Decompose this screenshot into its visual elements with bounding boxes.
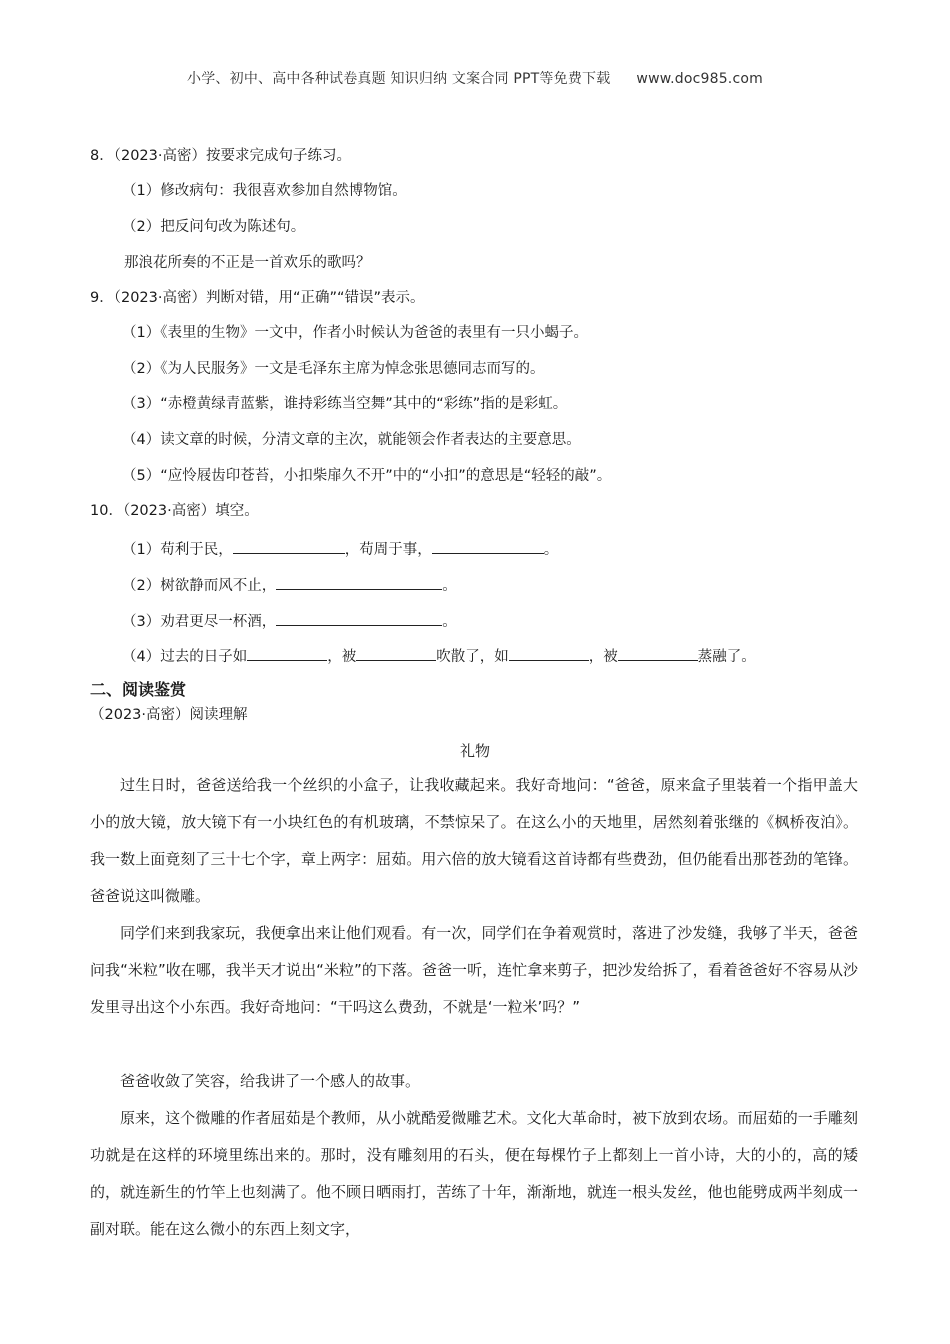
fill-blank[interactable]: [356, 644, 436, 661]
q10-item-1-prefix: （1）苟利于民，: [122, 542, 233, 558]
fill-blank[interactable]: [276, 609, 442, 626]
article-paragraph-3: 爸爸收敛了笑容，给我讲了一个感人的故事。: [120, 1072, 421, 1090]
q10-title: 10．（2023·高密）填空。: [90, 503, 259, 519]
section-title: 二、阅读鉴赏: [90, 680, 187, 699]
fill-blank[interactable]: [233, 537, 345, 554]
article-paragraph-1: 过生日时，爸爸送给我一个丝织的小盒子，让我收藏起来。我好奇地问：“爸爸，原来盒子里装着一个指甲盖大小的放大镜，放大镜下有一小块红色的有机玻璃，不禁惊呆了。在这么小的天地里，居然刻着张继的《枫桥夜泊》。我一数上面竟刻了三十七个字，章上两字：屈茹。用六倍的放大镜看这首诗都有些费劲，但仍能看出那苍劲的笔锋。爸爸说这叫微雕。: [90, 776, 858, 905]
article-paragraph-4: 原来，这个微雕的作者屈茹是个教师，从小就酷爱微雕艺术。文化大革命时，被下放到农场。而屈茹的一手雕刻功就是在这样的环境里练出来的。那时，没有雕刻用的石头，便在每棵竹子上都刻上一首小诗，大的小的，高的矮的，就连新生的竹竿上也刻满了。他不顾日晒雨打，苦练了十年，渐渐地，就连一根头发丝，他也能劈成两半刻成一副对联。能在这么微小的东西上刻文字，: [90, 1109, 858, 1238]
q10-item-4-b: ，被: [327, 649, 357, 665]
q8-item-1: （1）修改病句：我很喜欢参加自然博物馆。: [122, 183, 407, 199]
section-subtitle: （2023·高密）阅读理解: [90, 707, 248, 723]
q10-item-2: [122, 573, 457, 596]
q10-item-4-d: ，被: [588, 649, 618, 665]
q8-item-2-sentence: 那浪花所奏的不正是一首欢乐的歌吗？: [124, 255, 371, 271]
q10-item-4-e: 蒸融了。: [697, 649, 756, 665]
q9-title: 9．（2023·高密）判断对错，用“正确”“错误”表示。: [90, 290, 425, 306]
q10-item-3-prefix: （3）劝君更尽一杯酒，: [122, 614, 277, 630]
q9-item-4: （4）读文章的时候，分清文章的主次，就能领会作者表达的主要意思。: [122, 432, 581, 448]
fill-blank[interactable]: [432, 537, 544, 554]
fill-blank[interactable]: [247, 644, 327, 661]
fill-blank[interactable]: [509, 644, 589, 661]
q10-item-1: [122, 537, 558, 560]
q10-item-3-end: 。: [442, 614, 457, 630]
fill-blank[interactable]: [276, 573, 442, 590]
q10-item-4: [122, 644, 756, 667]
article-paragraph-2: 同学们来到我家玩，我便拿出来让他们观看。有一次，同学们在争着观赏时，落进了沙发缝，我够了半天，爸爸问我“米粒”收在哪，我半天才说出“米粒”的下落。爸爸一听，连忙拿来剪子，把沙发给拆了，看着爸爸好不容易从沙发里寻出这个小东西。我好奇地问：“干吗这么费劲，不就是‘一粒米’吗？”: [90, 924, 858, 1016]
q8-item-2: （2）把反问句改为陈述句。: [122, 219, 306, 235]
q9-item-2: （2）《为人民服务》一文是毛泽东主席为悼念张思德同志而写的。: [122, 361, 545, 377]
q10-item-4-c: 吹散了，如: [436, 649, 509, 665]
header-site-link[interactable]: www.doc985.com: [636, 71, 763, 87]
q10-item-4-a: （4）过去的日子如: [122, 649, 248, 665]
q9-item-5: （5）“应怜屐齿印苍苔，小扣柴扉久不开”中的“小扣”的意思是“轻轻的敲”。: [122, 468, 612, 484]
article-title: 礼物: [459, 742, 490, 760]
header-text: 小学、初中、高中各种试卷真题 知识归纳 文案合同 PPT等免费下载: [187, 71, 611, 87]
q9-item-3: （3）“赤橙黄绿青蓝紫，谁持彩练当空舞”其中的“彩练”指的是彩虹。: [122, 396, 568, 412]
q9-item-1: （1）《表里的生物》一文中，作者小时候认为爸爸的表里有一只小蝎子。: [122, 325, 588, 341]
q10-item-1-end: 。: [543, 542, 559, 558]
page-header: [0, 68, 950, 88]
q10-item-2-end: 。: [442, 578, 457, 594]
q10-item-1-mid: ，苟周于事，: [344, 542, 432, 558]
q10-item-2-prefix: （2）树欲静而风不止，: [122, 578, 277, 594]
fill-blank[interactable]: [618, 644, 698, 661]
q8-title: 8．（2023·高密）按要求完成句子练习。: [90, 148, 351, 164]
q10-item-3: [122, 609, 457, 632]
